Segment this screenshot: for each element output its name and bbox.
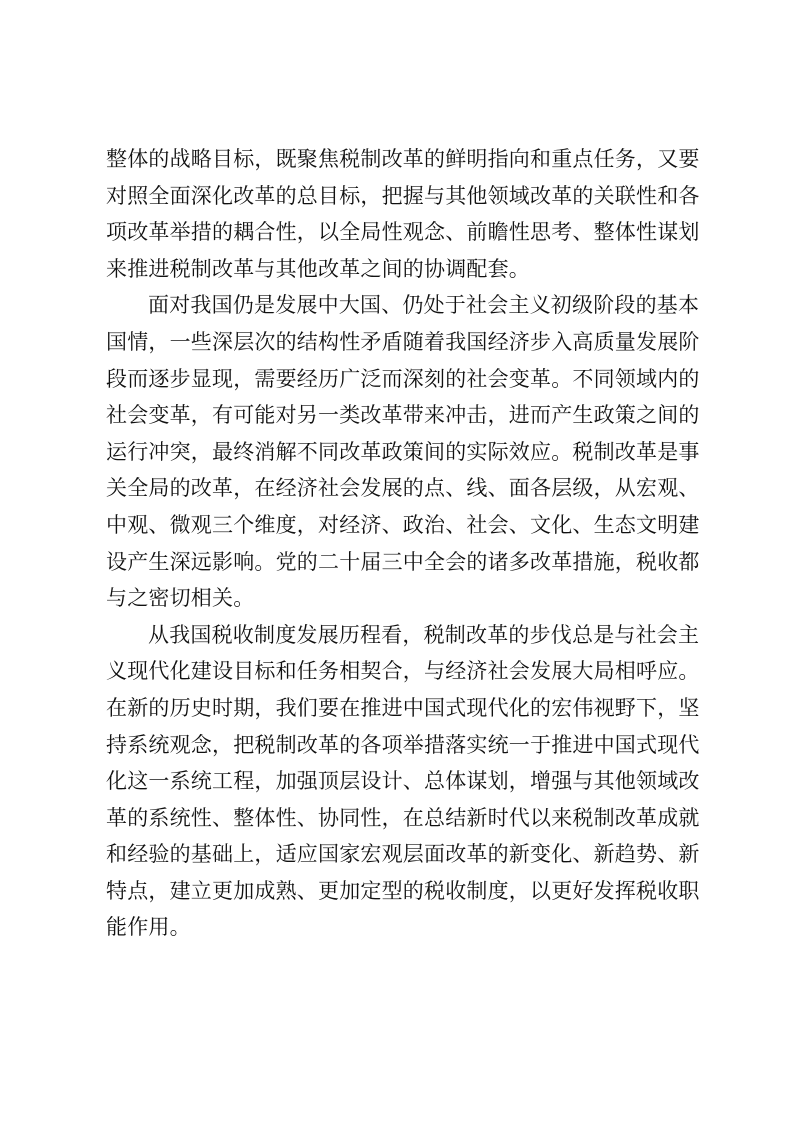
paragraph-2 xyxy=(106,287,700,616)
text-line: 对照全面深化改革的总目标，把握与其他领域改革的关联性和各 xyxy=(106,183,700,208)
text-line: 特点，建立更加成熟、更加定型的税收制度，以更好发挥税收职 xyxy=(106,878,700,903)
text-line: 和经验的基础上，适应国家宏观层面改革的新变化、新趋势、新 xyxy=(106,842,700,867)
text-line: 社会变革，有可能对另一类改革带来冲击，进而产生政策之间的 xyxy=(106,403,700,428)
text-line: 整体的战略目标，既聚焦税制改革的鲜明指向和重点任务，又要 xyxy=(106,147,700,171)
text-line: 设产生深远影响。党的二十届三中全会的诸多改革措施，税收都 xyxy=(106,549,700,574)
text-line: 运行冲突，最终消解不同改革政策间的实际效应。税制改革是事 xyxy=(106,439,700,464)
text-line: 从我国税收制度发展历程看，税制改革的步伐总是与社会主 xyxy=(148,622,700,647)
text-line: 项改革举措的耦合性，以全局性观念、前瞻性思考、整体性谋划 xyxy=(106,220,700,245)
text-line: 能作用。 xyxy=(106,915,191,940)
text-line: 面对我国仍是发展中大国、仍处于社会主义初级阶段的基本 xyxy=(148,293,700,318)
text-line: 与之密切相关。 xyxy=(106,586,255,611)
text-line: 化这一系统工程，加强顶层设计、总体谋划，增强与其他领域改 xyxy=(106,769,700,794)
text-line: 段而逐步显现，需要经历广泛而深刻的社会变革。不同领域内的 xyxy=(106,366,700,391)
text-line: 国情，一些深层次的结构性矛盾随着我国经济步入高质量发展阶 xyxy=(106,329,700,354)
text-line: 革的系统性、整体性、协同性，在总结新时代以来税制改革成就 xyxy=(106,805,700,830)
paragraph-3 xyxy=(106,617,700,946)
text-line: 来推进税制改革与其他改革之间的协调配套。 xyxy=(106,256,530,281)
paragraph-1 xyxy=(106,141,700,287)
text-line: 义现代化建设目标和任务相契合，与经济社会发展大局相呼应。 xyxy=(106,659,700,684)
document-page xyxy=(106,141,700,946)
text-line: 中观、微观三个维度，对经济、政治、社会、文化、生态文明建 xyxy=(106,512,700,537)
text-line: 关全局的改革，在经济社会发展的点、线、面各层级，从宏观、 xyxy=(106,476,700,501)
text-line: 在新的历史时期，我们要在推进中国式现代化的宏伟视野下，坚 xyxy=(106,695,700,720)
text-line: 持系统观念，把税制改革的各项举措落实统一于推进中国式现代 xyxy=(106,732,700,757)
